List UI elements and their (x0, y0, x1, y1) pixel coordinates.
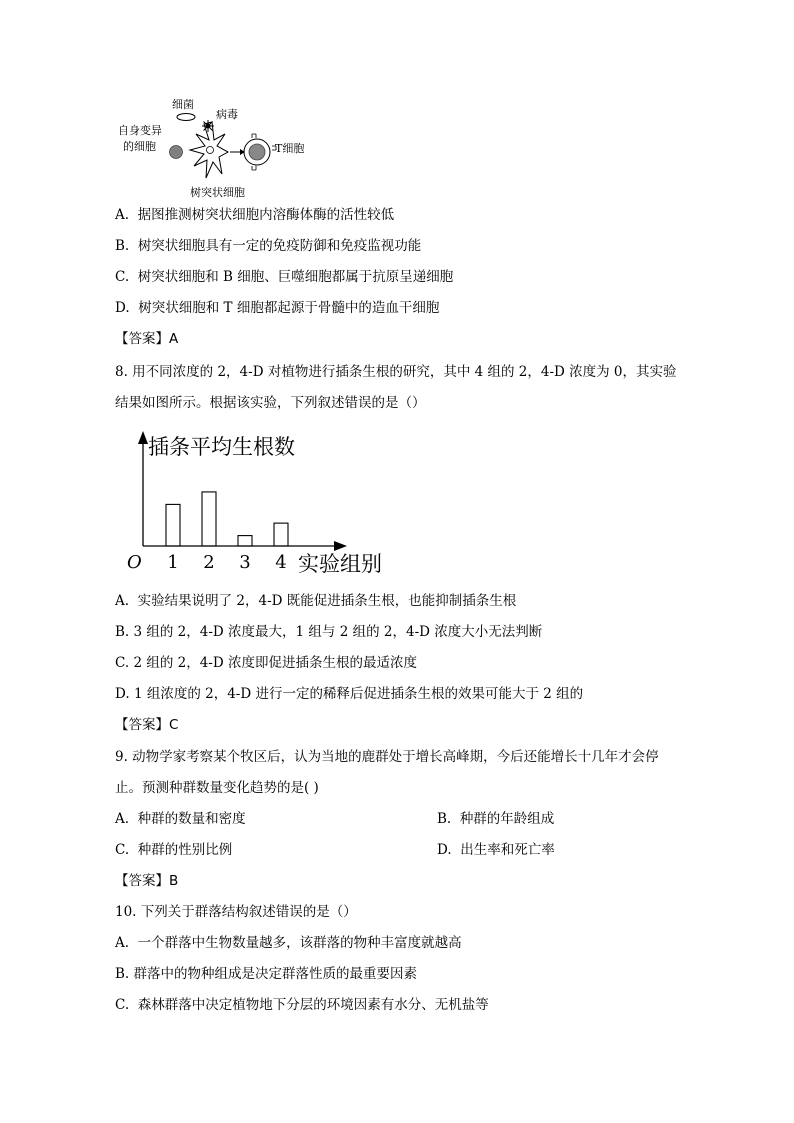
mutated-cell-label-2: 的细胞 (123, 140, 156, 153)
option-text: 树突状细胞和 T 细胞都起源于骨髓中的造血干细胞 (138, 300, 440, 316)
q9-stem-line-2: 止。预测种群数量变化趋势的是( ) (115, 780, 319, 796)
option-label: B. (115, 624, 130, 640)
option-label: C. (115, 842, 130, 858)
y-axis-arrow-icon (138, 431, 148, 444)
bar-group-2 (202, 492, 216, 546)
t-cell-receptor-top (252, 134, 256, 138)
dendritic-cell-diagram (112, 94, 332, 204)
t-cell-nucleus (249, 144, 265, 160)
mutated-cell-label-1: 自身变异 (118, 124, 162, 137)
option-text: 一个群落中生物数量越多，该群落的物种丰富度就越高 (137, 935, 462, 951)
option-text: 群落中的物种组成是决定群落性质的最重要因素 (133, 966, 418, 982)
option-label: D. (115, 300, 130, 316)
answer-value: B (169, 873, 179, 889)
origin-label: O (127, 552, 142, 573)
option-label: D. (437, 842, 452, 858)
option-text: 森林群落中决定植物地下分层的环境因素有水分、无机盐等 (137, 997, 489, 1013)
option-text: 1 组浓度的 2，4-D 进行一定的稀释后促进插条生根的效果可能大于 2 组的 (133, 686, 584, 702)
option-text: 3 组的 2，4-D 浓度最大，1 组与 2 组的 2，4-D 浓度大小无法判断 (133, 624, 543, 640)
q7-option-c (115, 267, 453, 287)
x-axis-arrow-icon (334, 541, 347, 551)
option-text: 树突状细胞和 B 细胞、巨噬细胞都属于抗原呈递细胞 (137, 269, 454, 285)
dendritic-cell-label: 树突状细胞 (190, 186, 245, 199)
chart-svg (118, 428, 408, 580)
q8-option-d (115, 684, 583, 704)
x-axis-label: 实验组别 (298, 552, 382, 576)
option-label: B. (437, 811, 452, 827)
option-label: A. (115, 593, 130, 609)
dendritic-cell-nucleus (207, 147, 214, 154)
bacteria-label: 细菌 (172, 98, 194, 111)
mutated-cell-shape (170, 146, 183, 159)
q7-answer (115, 329, 178, 349)
q9-option-b (437, 809, 554, 829)
option-text: 2 组的 2，4-D 浓度即促进插条生根的最适浓度 (133, 655, 417, 671)
q8-stem-line-2: 结果如图所示。根据该实验，下列叙述错误的是（） (115, 395, 426, 411)
q8-option-b (115, 622, 542, 642)
x-tick-label-3: 3 (239, 552, 251, 573)
option-text: 种群的年龄组成 (459, 811, 555, 827)
bar-group-4 (274, 523, 288, 546)
q9-option-a (115, 809, 246, 829)
option-label: D. (115, 686, 130, 702)
q7-option-d (115, 298, 439, 318)
option-label: A. (115, 935, 130, 951)
answer-tag: 【答案】 (115, 331, 169, 347)
option-text: 树突状细胞具有一定的免疫防御和免疫监视功能 (137, 238, 422, 254)
option-label: A. (115, 207, 130, 223)
q10-option-a (115, 933, 462, 953)
x-tick-label-2: 2 (203, 552, 215, 573)
x-tick-label-1: 1 (167, 552, 179, 573)
option-label: B. (115, 238, 130, 254)
answer-value: C (169, 717, 179, 733)
option-label: B. (115, 966, 130, 982)
option-label: C. (115, 269, 130, 285)
q8-stem-line-1: 8. 用不同浓度的 2，4-D 对植物进行插条生根的研究，其中 4 组的 2，4-D 浓度为 0，其实验 (115, 364, 677, 380)
q8-option-c (115, 653, 417, 673)
answer-tag: 【答案】 (115, 717, 169, 733)
q7-option-a (115, 205, 394, 225)
t-cell-label: T细胞 (275, 142, 305, 155)
q9-option-c (115, 840, 232, 860)
t-cell-receptor-bottom (252, 166, 256, 170)
bars-group (166, 492, 288, 546)
q8-answer (115, 715, 178, 735)
q9-answer (115, 871, 178, 891)
bacteria-shape (177, 114, 195, 121)
diagram-svg (112, 94, 332, 204)
q7-option-b (115, 236, 421, 256)
y-axis-label: 插条平均生根数 (148, 435, 295, 459)
tick-labels-group (167, 552, 286, 573)
q9-option-d (437, 840, 555, 860)
option-text: 据图推测树突状细胞内溶酶体酶的活性较低 (137, 207, 395, 223)
bar-group-3 (238, 536, 252, 546)
option-text: 出生率和死亡率 (460, 842, 555, 858)
q10-option-b (115, 964, 417, 984)
q9-stem-line-1: 9. 动物学家考察某个牧区后，认为当地的鹿群处于增长高峰期，今后还能增长十几年才会停 (115, 749, 659, 765)
answer-tag: 【答案】 (115, 873, 169, 889)
x-tick-label-4: 4 (275, 552, 287, 573)
rooting-bar-chart (118, 428, 408, 580)
q10-option-c (115, 995, 489, 1015)
virus-label: 病毒 (216, 108, 238, 121)
q8-option-a (115, 591, 516, 611)
option-text: 实验结果说明了 2，4-D 既能促进插条生根，也能抑制插条生根 (137, 593, 517, 609)
bar-group-1 (166, 504, 180, 546)
option-text: 种群的数量和密度 (137, 811, 246, 827)
option-label: C. (115, 997, 130, 1013)
option-text: 种群的性别比例 (137, 842, 233, 858)
answer-value: A (169, 331, 179, 347)
option-label: C. (115, 655, 130, 671)
dendritic-cell-shape (190, 122, 228, 178)
q10-stem: 10. 下列关于群落结构叙述错误的是（） (115, 904, 357, 920)
option-label: A. (115, 811, 130, 827)
